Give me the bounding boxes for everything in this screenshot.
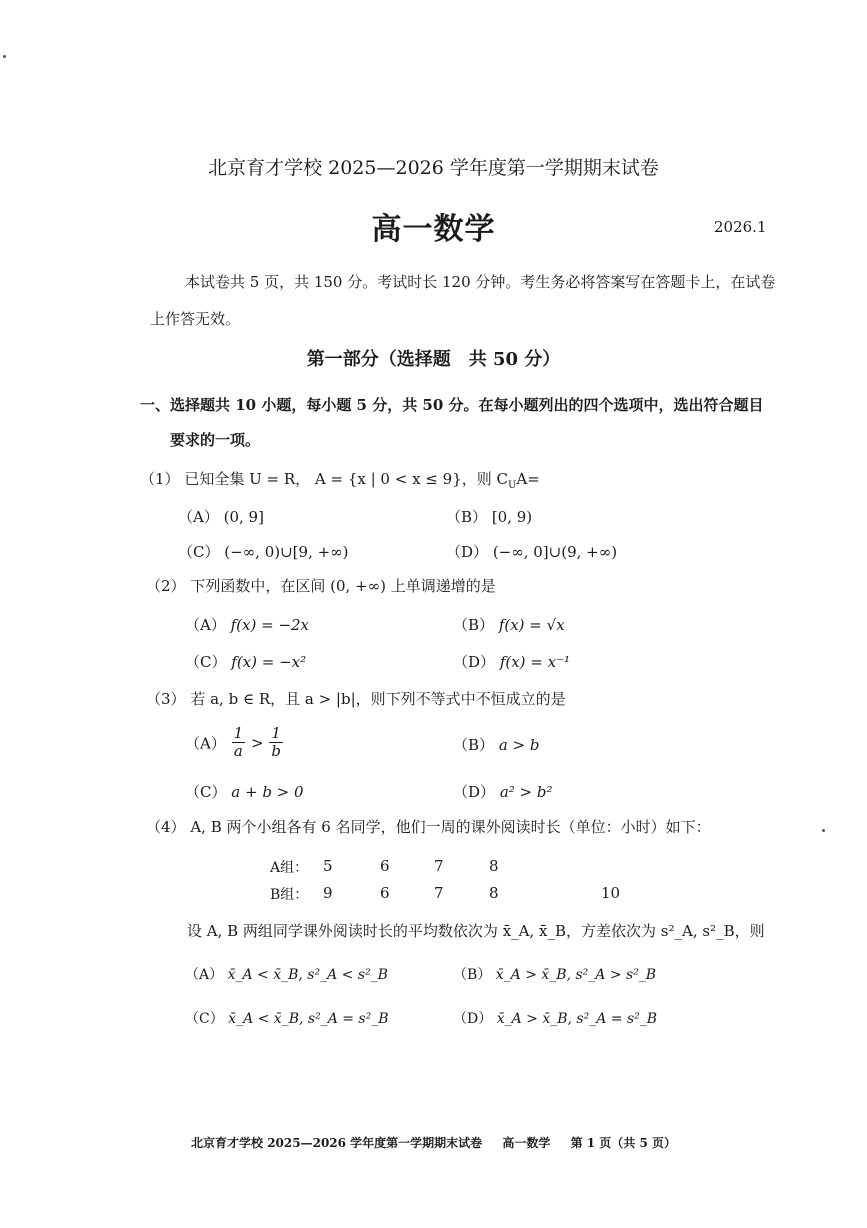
option-text: a > b (498, 736, 540, 754)
page-footer (0, 1134, 867, 1151)
exam-title: 北京育才学校 2025—2026 学年度第一学期期末试卷 (208, 157, 659, 179)
question-stem: 若 a, b ∈ R，且 a > |b|，则下列不等式中不恒成立的是 (190, 690, 566, 708)
option-label: （D） (446, 543, 489, 561)
greater-than-sign: > (250, 733, 264, 752)
option-text: (−∞, 0)∪[9, +∞) (224, 543, 349, 561)
footer-school: 北京育才学校 2025—2026 学年度第一学期期末试卷 (191, 1136, 483, 1150)
option-text: x̄_A < x̄_B, s²_A = s²_B (228, 1011, 389, 1027)
option-label: （B） (453, 967, 492, 983)
question-2 (146, 575, 496, 596)
fraction-1-over-b (269, 725, 283, 761)
option-text: [0, 9) (491, 508, 533, 526)
intro-line-1: 本试卷共 5 页，共 150 分。考试时长 120 分钟。考生务必将答案写在答题卡上，在试卷 (185, 273, 776, 291)
option-text: x̄_A > x̄_B, s²_A > s²_B (495, 967, 657, 983)
intro-line-2: 上作答无效。 (150, 310, 241, 328)
option-label: （C） (185, 1011, 224, 1027)
option-b[interactable] (446, 506, 532, 527)
question-number: （4） (146, 818, 186, 836)
complement-subscript: U (507, 480, 517, 491)
option-label: （C） (178, 543, 220, 561)
footer-subject: 高一数学 (502, 1136, 551, 1150)
option-label: （A） (185, 616, 226, 634)
option-label: （B） (453, 736, 495, 754)
question-number: （2） (146, 577, 186, 595)
fraction-numerator: 1 (233, 724, 244, 742)
option-a[interactable] (185, 725, 284, 761)
group-b-value: 10 (601, 884, 621, 902)
option-label: （C） (185, 783, 227, 801)
option-text: f(x) = √x (498, 616, 565, 634)
question-4-stem-2: 设 A, B 两组同学课外阅读时长的平均数依次为 x̄_A, x̄_B，方差依次为 s²_A, s²_B，则 (187, 922, 765, 940)
option-a[interactable] (185, 614, 309, 635)
option-label: （D） (453, 783, 496, 801)
fraction-denominator: b (271, 742, 281, 761)
exam-date: 2026.1 (714, 218, 767, 236)
option-label: （D） (453, 1011, 493, 1027)
group-a-value: 8 (489, 857, 499, 875)
group-a-label: A组： (270, 860, 309, 876)
group-b-label: B组： (270, 887, 309, 903)
option-d[interactable] (446, 541, 617, 562)
question-number: （1） (140, 470, 180, 488)
question-stem: A, B 两个小组各有 6 名同学，他们一周的课外阅读时长（单位：小时）如下： (190, 818, 711, 836)
question-stem: 已知全集 U = R， A = {x | 0 < x ≤ 9}，则 C (184, 470, 508, 488)
option-text: (0, 9] (223, 508, 264, 526)
option-a[interactable] (185, 964, 388, 984)
instructions-line-2: 要求的一项。 (170, 431, 261, 449)
question-4 (146, 816, 711, 837)
option-label: （C） (185, 653, 227, 671)
scan-speck (3, 55, 6, 58)
question-number: （3） (146, 690, 186, 708)
option-b[interactable] (453, 614, 565, 635)
exam-subject: 高一数学 (371, 212, 496, 247)
question-stem-tail: A= (516, 470, 540, 488)
option-c[interactable] (185, 651, 306, 672)
fraction-numerator: 1 (269, 725, 283, 743)
option-b[interactable] (453, 734, 539, 755)
instructions-line-1: 一、选择题共 10 小题，每小题 5 分，共 50 分。在每小题列出的四个选项中，选出符合题目 (140, 396, 764, 414)
group-a-value: 5 (323, 857, 333, 875)
option-text: f(x) = x⁻¹ (499, 653, 571, 671)
option-b[interactable] (453, 964, 656, 984)
option-c[interactable] (185, 781, 304, 802)
option-label: （D） (453, 653, 496, 671)
option-text: x̄_A > x̄_B, s²_A = s²_B (496, 1011, 658, 1027)
group-a-value: 6 (380, 857, 390, 875)
option-d[interactable] (453, 1008, 657, 1028)
option-d[interactable] (453, 781, 553, 802)
option-label: （A） (185, 734, 226, 753)
question-3 (146, 688, 566, 709)
group-b-value: 7 (434, 884, 444, 902)
option-text: x̄_A < x̄_B, s²_A < s²_B (227, 967, 388, 983)
option-c[interactable] (185, 1008, 389, 1028)
question-stem: 下列函数中，在区间 (0, +∞) 上单调递增的是 (190, 577, 496, 595)
option-a[interactable] (178, 506, 264, 527)
section-title: 第一部分（选择题 共 50 分） (306, 349, 561, 370)
option-label: （A） (178, 508, 219, 526)
group-a-value: 7 (434, 857, 444, 875)
option-text: (−∞, 0]∪(9, +∞) (492, 543, 618, 561)
question-1 (140, 468, 540, 491)
option-label: （A） (185, 967, 224, 983)
option-text: a² > b² (499, 783, 553, 801)
fraction-denominator: a (233, 742, 243, 761)
group-b-value: 8 (489, 884, 499, 902)
fraction-1-over-a (232, 725, 246, 761)
scan-speck (822, 829, 825, 832)
option-text: f(x) = −x² (231, 653, 307, 671)
footer-page-number: 第 1 页（共 5 页） (570, 1136, 676, 1150)
option-label: （B） (453, 616, 495, 634)
option-label: （B） (446, 508, 488, 526)
option-text: f(x) = −2x (230, 616, 310, 634)
group-b-value: 6 (380, 884, 390, 902)
option-text: a + b > 0 (231, 783, 304, 801)
option-c[interactable] (178, 541, 349, 562)
option-d[interactable] (453, 651, 570, 672)
group-b-value: 9 (323, 884, 333, 902)
